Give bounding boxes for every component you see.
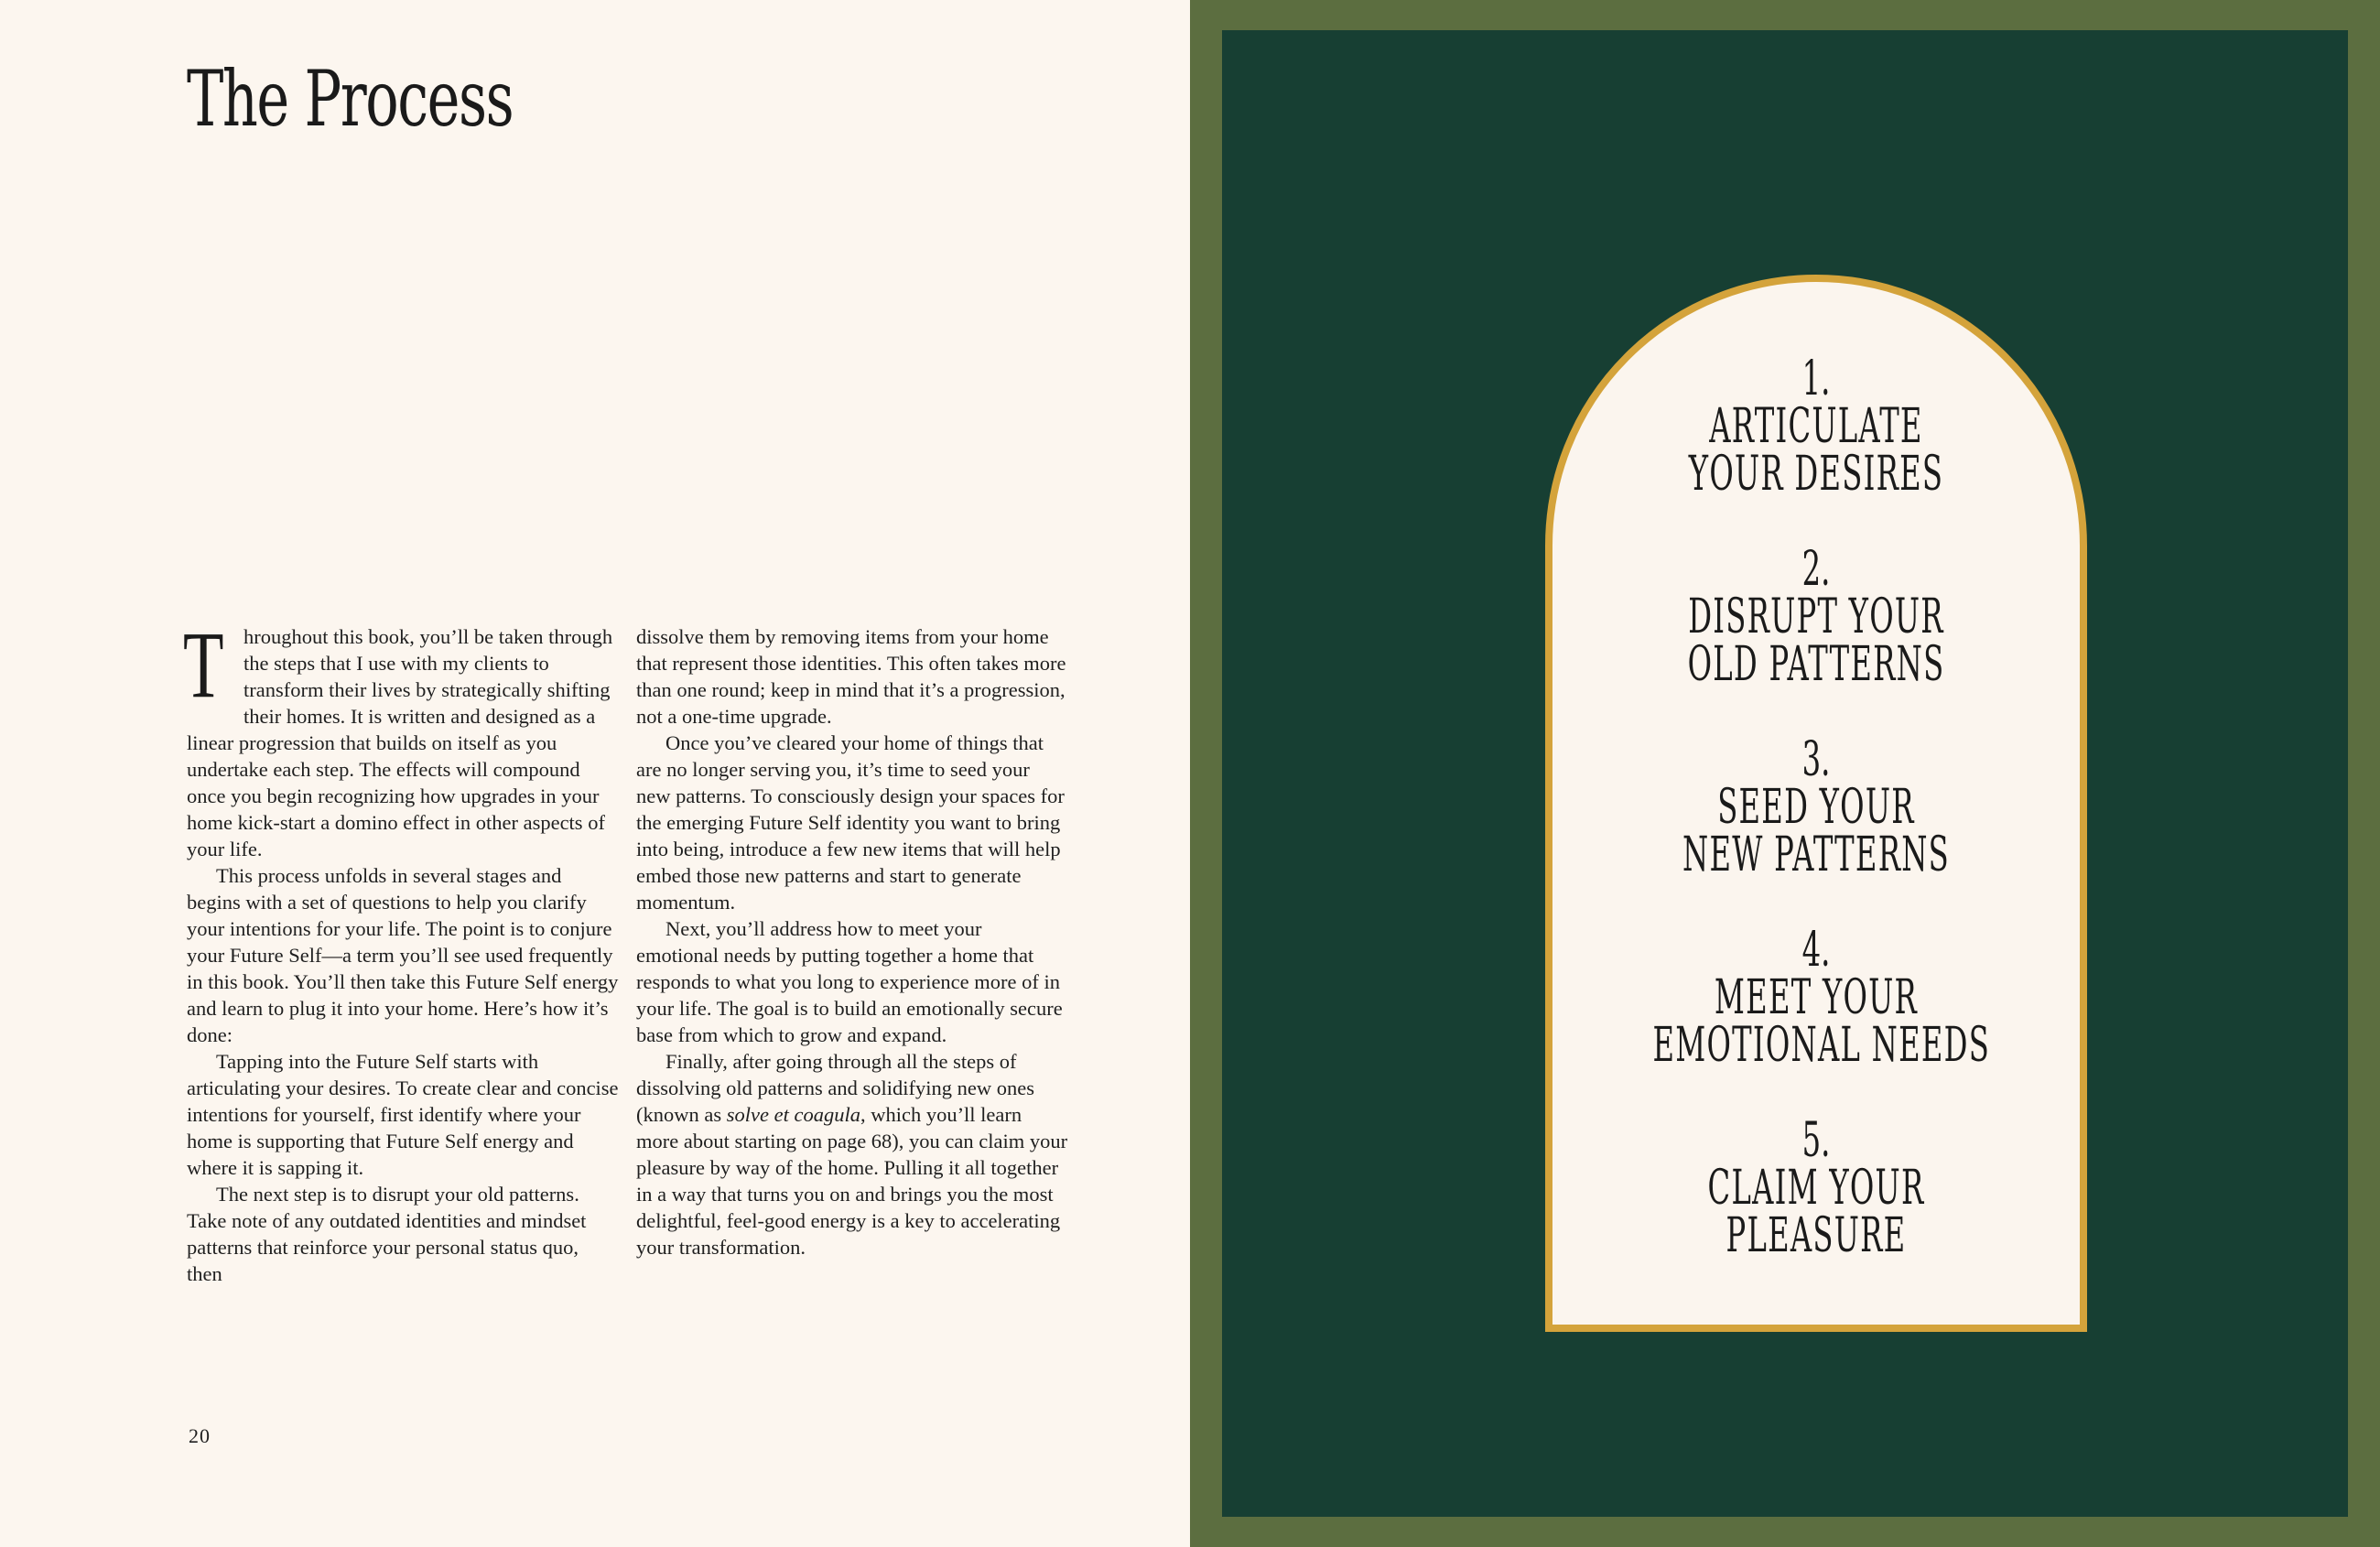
step-item (1552, 542, 2080, 736)
paragraph: dissolve them by removing items from your home that represent those identities. This often takes more than one round; keep in mind that it’s a progression, not a one-time upgrade. (636, 625, 1066, 728)
text-column-2 (636, 623, 1068, 1260)
step-item (1552, 352, 2080, 546)
steps-list (1552, 352, 2080, 1307)
step-title-line: EMOTIONAL NEEDS (1652, 1018, 1991, 1073)
arch-frame (1545, 275, 2087, 1332)
paragraph: This process unfolds in several stages and begins with a set of questions to help you clarify your intentions for your life. The point is to conjure your Future Self—a term you’ll see used frequently in this book. You’ll then take this Future Self energy and learn to plug it into your home. Here’s how it’s done: (187, 864, 619, 1046)
text-column-1 (183, 612, 619, 1287)
step-item (1552, 1113, 2080, 1307)
step-number: 4. (1801, 923, 1831, 978)
paragraph: Once you’ve cleared your home of things that are no longer serving you, it’s time to seed your new patterns. To consciously design your spaces for the emerging Future Self identity you want to bring into being, introduce a few new items that will help embed those new patterns and start to generate momentum. (636, 731, 1065, 914)
paragraph-text: Finally, after going through all the steps of dissolving old patterns and solidifying new ones (known as (636, 1050, 1034, 1126)
step-title-line: DISRUPT YOUR (1688, 590, 1944, 644)
step-number: 5. (1801, 1113, 1831, 1168)
step-title-line: CLAIM YOUR (1707, 1161, 1925, 1216)
page-title: The Process (187, 54, 514, 144)
page-number: 20 (189, 1424, 211, 1447)
step-title-line: MEET YOUR (1714, 970, 1919, 1025)
step-title-line: PLEASURE (1726, 1208, 1907, 1263)
step-title-line: ARTICULATE (1709, 399, 1923, 454)
step-title-line: SEED YOUR (1717, 780, 1915, 835)
step-title-line: NEW PATTERNS (1682, 828, 1950, 882)
paragraph (636, 1048, 1068, 1260)
step-number: 2. (1801, 542, 1831, 597)
drop-cap: T (183, 612, 224, 718)
step-title-line: YOUR DESIRES (1688, 447, 1944, 502)
step-title-line: OLD PATTERNS (1687, 637, 1945, 692)
step-number: 3. (1801, 732, 1831, 787)
paragraph-text: hroughout this book, you’ll be taken through the steps that I use with my clients to transform their lives by strategically shifting their homes. It is written and designed as a linear progression that builds on itself as you undertake each step. The effects will compound once you begin recognizing how upgrades in your home kick-start a domino effect in other aspects of your life. (187, 625, 613, 860)
paragraph: The next step is to disrupt your old patterns. Take note of any outdated identities and mindset patterns that reinforce your personal status quo, then (187, 1183, 587, 1285)
paragraph: Next, you’ll address how to meet your emotional needs by putting together a home that responds to what you long to experience more of in your life. The goal is to build an emotionally secure base from which to grow and expand. (636, 917, 1063, 1046)
paragraph (183, 612, 619, 862)
right-page (1190, 0, 2380, 1547)
paragraph: Tapping into the Future Self starts with articulating your desires. To create clear and concise intentions for yourself, first identify where your home is supporting that Future Self energy and where it is sapping it. (187, 1050, 619, 1179)
green-panel (1222, 30, 2348, 1517)
step-number: 1. (1801, 352, 1831, 406)
paragraph-text: , which you’ll learn more about starting on page 68), you can claim your pleasure by way of the home. Pulling it all together in a way that turns you on and brings you the most delightful, feel-good energy is a key to accelerating your transformation. (636, 1103, 1068, 1259)
step-item (1552, 923, 2080, 1117)
latin-phrase: solve et coagula (726, 1103, 860, 1126)
step-item (1552, 732, 2080, 926)
